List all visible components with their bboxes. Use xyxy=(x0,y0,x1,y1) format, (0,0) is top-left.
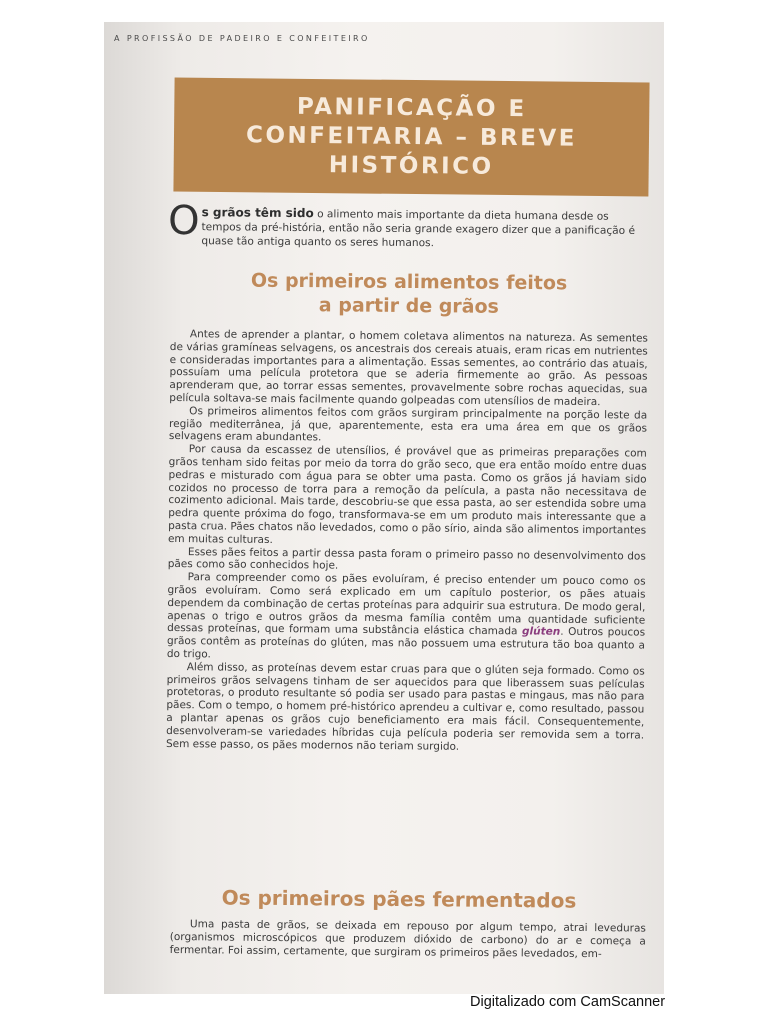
intro-text: o alimento mais importante da dieta humana desde os tempos da pré-história, então não seria grande exagero dizer que a panificação é quase tão antiga quanto os seres humanos. xyxy=(201,208,636,250)
running-header: A PROFISSÃO DE PADEIRO E CONFEITEIRO xyxy=(114,34,370,43)
intro-paragraph xyxy=(167,197,650,252)
section-heading-fermented-breads: Os primeiros pães fermentados xyxy=(221,885,577,913)
chapter-title-banner xyxy=(173,78,649,197)
paragraph-text: Para compreender como os pães evoluíram, é preciso entender um pouco como os grãos evoluíram. Como será explicado em um capítulo posterior, os pães atuais dependem da combinação de certas proteínas para adquirir sua estrutura. De modo geral, apenas o trigo e outros grãos da mesma família contêm uma quantidade suficiente dessas proteínas, que formam uma substância elástica chamada xyxy=(167,571,646,638)
paragraph: Uma pasta de grãos, se deixada em repouso por algum tempo, atrai leveduras (organismos microscópicos que produzem dióxido de carbono) do ar e começa a fermentar. Foi assim, certamente, que surgiram os primeiros pães levedados, em- xyxy=(169,918,646,960)
paragraph-text: . Outros poucos grãos contêm as proteínas do glúten, mas não possuem uma estrutura tão boa quanto a do trigo. xyxy=(166,626,646,661)
chapter-title: PANIFICAÇÃO E CONFEITARIA – BREVE HISTÓRICO xyxy=(245,93,578,180)
intro-lead: s grãos têm sido xyxy=(201,205,314,221)
paragraph: Esses pães feitos a partir dessa pasta foram o primeiro passo no desenvolvimento dos pães como são conhecidos hoje. xyxy=(167,545,646,572)
section-body-fermented-breads xyxy=(170,918,646,961)
scanned-book-page xyxy=(104,22,664,994)
section-body-first-foods xyxy=(166,328,648,755)
gluten-term: glúten xyxy=(521,625,561,639)
paragraph: Por causa da escassez de utensílios, é provável que as primeiras preparações com grãos tenham sido feitas por meio da torra do grão seco, que era então moído entre duas pedras e misturado com água para se obter uma pasta. Como os grãos já haviam sido cozidos no processo de torra para a remoção da película, a pasta não necessitava de cozimento adicional. Mais tarde, descobriu-se que essa pasta, ao ser estendida sobre uma pedra quente próxima do fogo, transformava-se em um produto mais interessante que a pasta crua. Pães chatos não levedados, como o pão sírio, ainda são alimentos importantes em muitas culturas. xyxy=(167,443,647,546)
camscanner-watermark: Digitalizado com CamScanner xyxy=(470,994,666,1010)
section-heading-first-foods: Os primeiros alimentos feitos a partir de grãos xyxy=(250,269,568,318)
paragraph: Além disso, as proteínas devem estar cruas para que o glúten seja formado. Como os primeiros grãos selvagens tinham de ser aquecidos para que liberassem suas películas protetoras, o produto resultante só podia ser usado para pastas e mingaus, mas não para pães. Com o tempo, o homem pré-histórico aprendeu a cultivar e, como resultado, passou a plantar apenas os grãos cujo beneficiamento era mais fácil. Consequentemente, desenvolveram-se variedades híbridas cuja película poderia ser removida sem a torra. Sem esse passo, os pães modernos não teriam surgido. xyxy=(165,660,645,753)
drop-cap: O xyxy=(167,197,200,245)
paragraph: Os primeiros alimentos feitos com grãos surgiram principalmente na porção leste da região mediterrânea, já que, aparentemente, esta era uma área em que os grãos selvagens eram abundantes. xyxy=(168,404,648,444)
paragraph: Antes de aprender a plantar, o homem coletava alimentos na natureza. As sementes de várias gramíneas selvagens, os ancestrais dos cereais atuais, eram ricas em nutrientes e consideradas importantes para a alimentação. Essas sementes, ao contrário das atuais, possuíam uma película protetora que se aderia firmemente ao grão. As pessoas aprenderam que, ao torrar essas sementes, provavelmente sobre rochas aquecidas, sua película soltava-se mais facilmente quando golpeadas com utensílios de madeira. xyxy=(169,328,648,409)
paragraph xyxy=(167,571,646,665)
